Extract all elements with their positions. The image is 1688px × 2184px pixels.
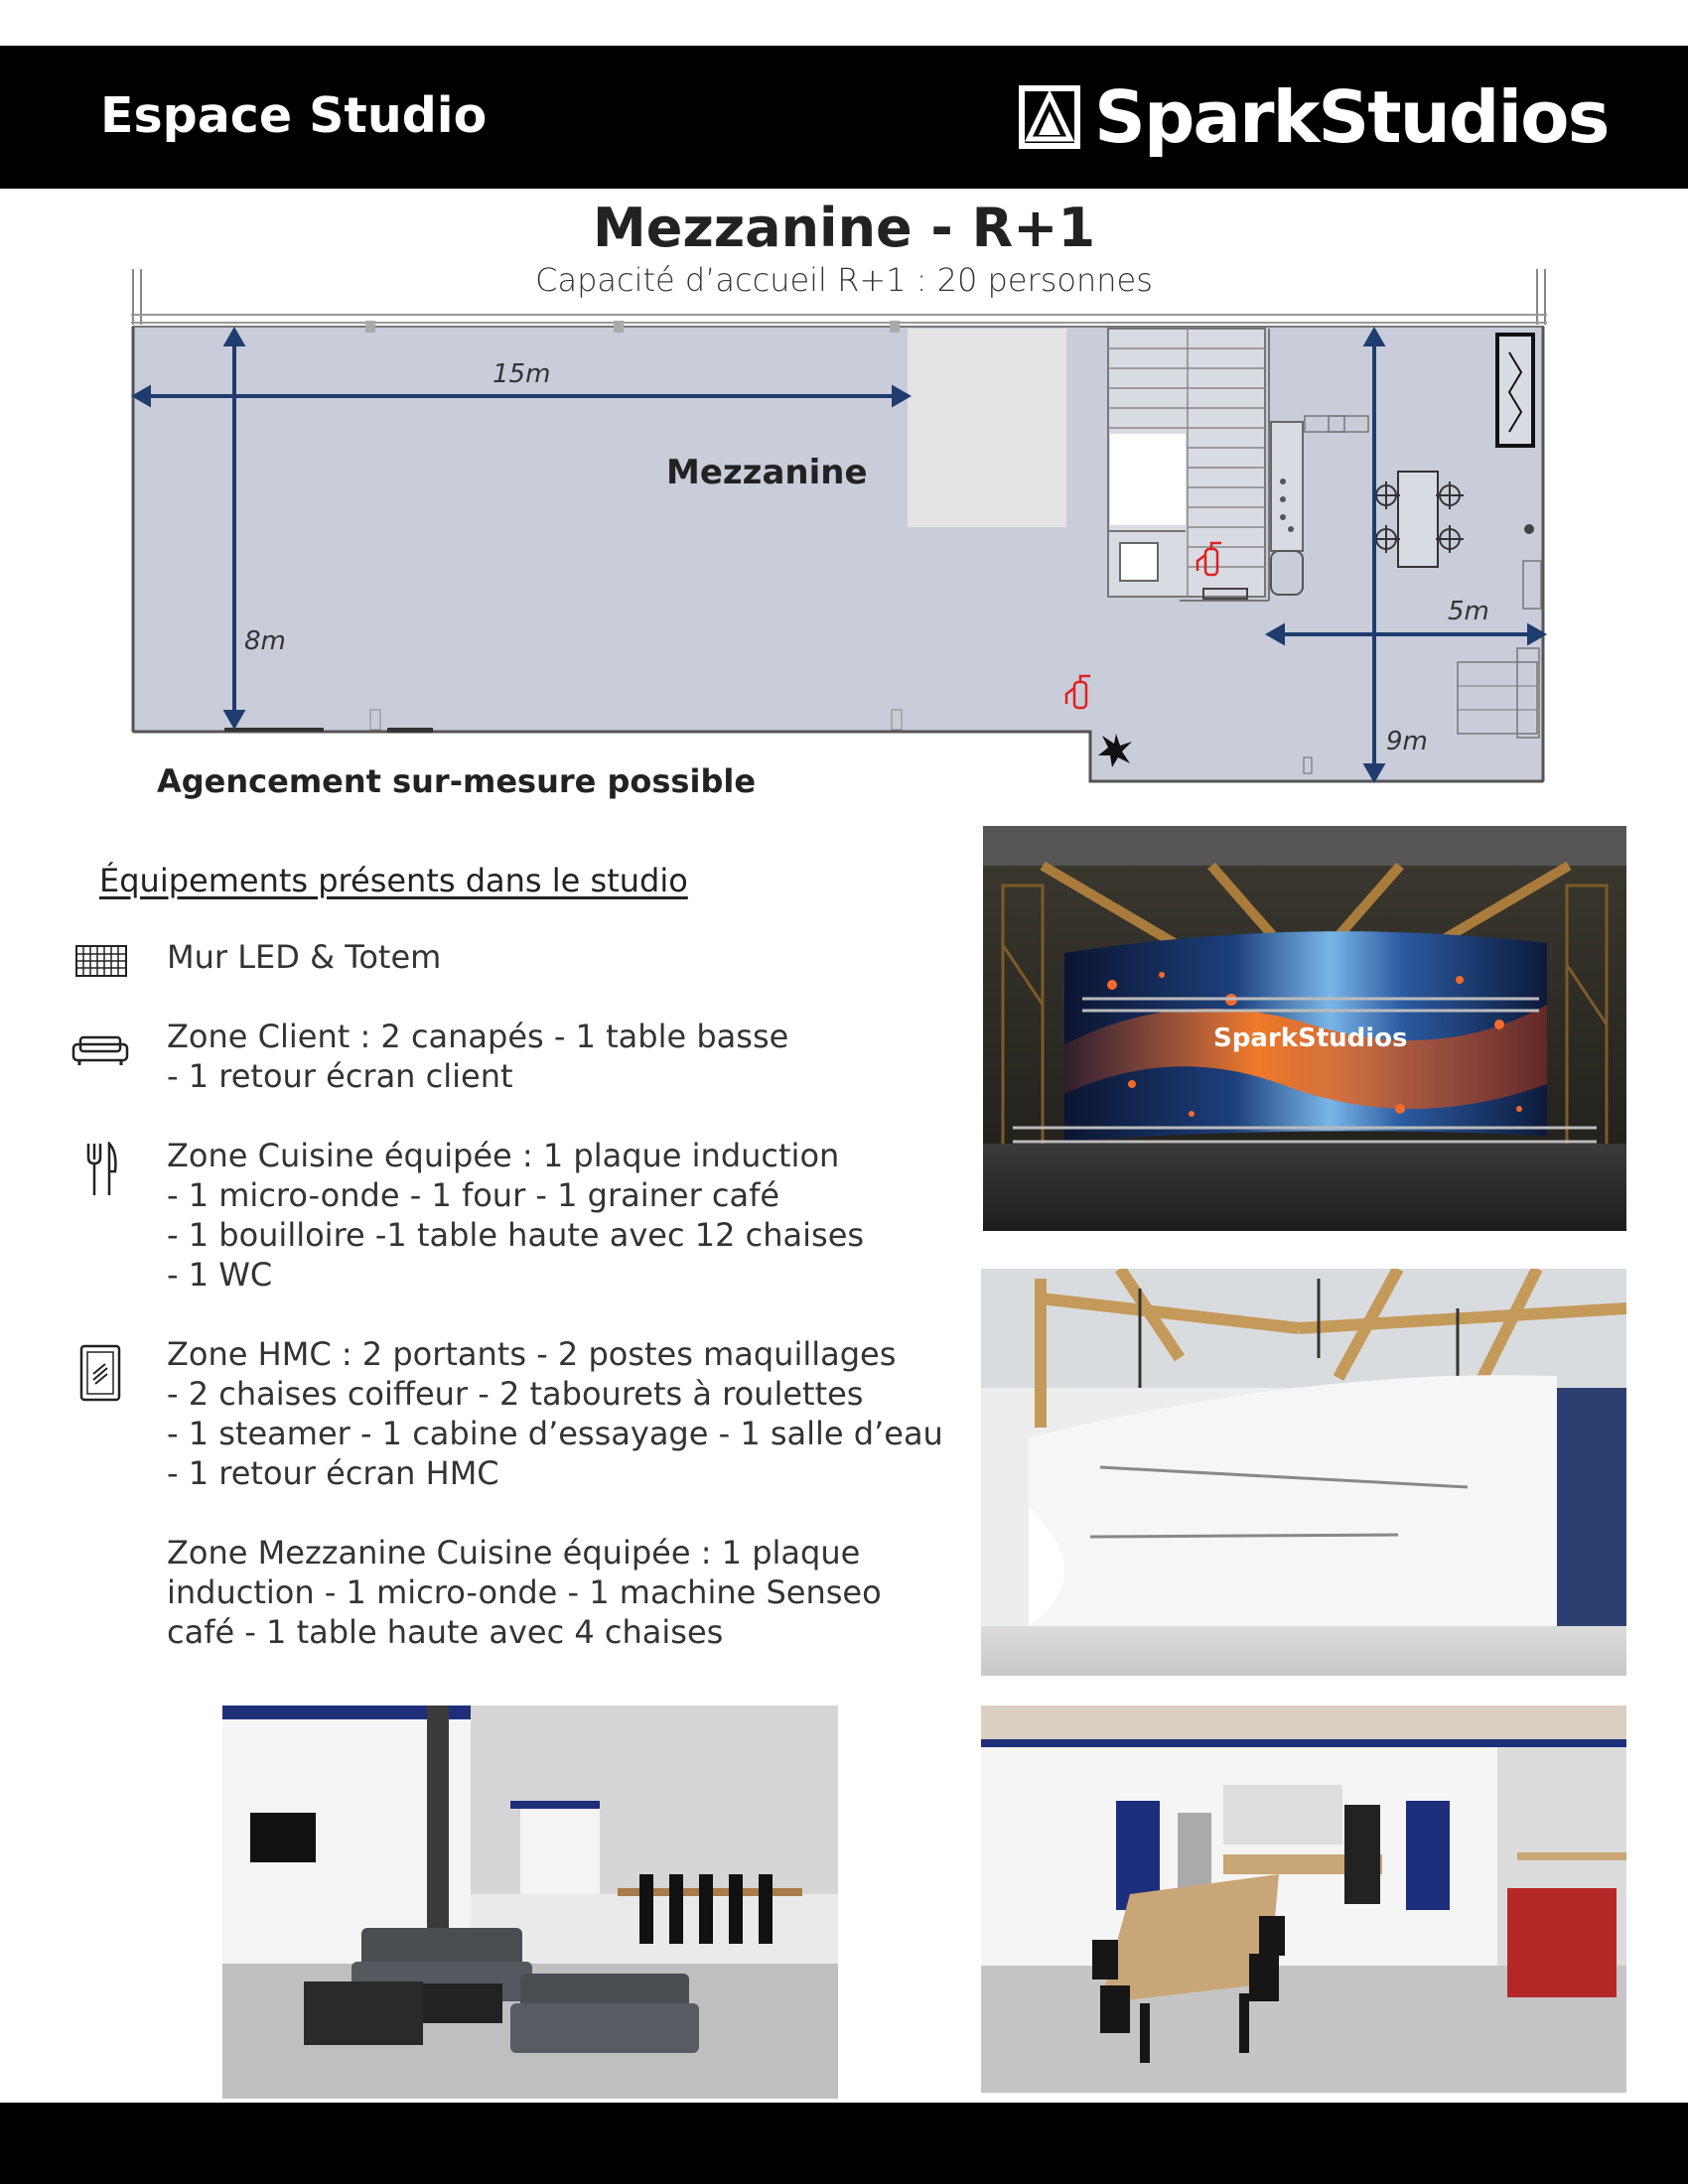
dimension-height-label: 8m <box>244 626 286 656</box>
plan-zone-label: Mezzanine <box>666 453 868 492</box>
footer-band <box>0 2103 1688 2184</box>
equipment-heading: Équipements présents dans le studio <box>99 862 688 899</box>
led-wall-brand: SparkStudios <box>1213 1024 1408 1053</box>
equipment-item-led: Mur LED & Totem <box>167 938 442 976</box>
capacity-text: Capacité d’accueil R+1 : 20 personnes <box>535 261 1153 299</box>
photo-kitchen <box>981 1706 1626 2093</box>
section-title: Espace Studio <box>100 87 488 144</box>
dimension-right-width-label: 5m <box>1448 597 1489 626</box>
photo-client-lounge <box>222 1706 838 2099</box>
brand-logo-icon <box>1019 85 1080 149</box>
dimension-width-label: 15m <box>492 359 551 389</box>
cutlery-icon <box>85 1142 119 1197</box>
mirror-icon <box>79 1344 121 1402</box>
floor-plan <box>127 263 1553 789</box>
led-wall-icon <box>75 945 127 977</box>
dimension-right-height-label: 9m <box>1386 727 1428 756</box>
floor-title: Mezzanine - R+1 <box>592 197 1096 259</box>
photo-cyclorama <box>981 1269 1626 1676</box>
brand-name: SparkStudios <box>1094 75 1609 159</box>
sofa-icon <box>71 1034 129 1066</box>
equipment-item-mezzanine-kitchen: Zone Mezzanine Cuisine équipée : 1 plaque induction - 1 micro-onde - 1 machine Senseo café - 1 table haute avec 4 chaises <box>167 1534 882 1651</box>
layout-note: Agencement sur-mesure possible <box>157 762 757 800</box>
photo-led-wall <box>983 826 1626 1231</box>
equipment-item-kitchen: Zone Cuisine équipée : 1 plaque induction - 1 micro-onde - 1 four - 1 grainer café - 1 bouilloire -1 table haute avec 12 chaises - 1 WC <box>167 1137 865 1294</box>
brand <box>1019 75 1608 159</box>
equipment-item-hmc: Zone HMC : 2 portants - 2 postes maquillages - 2 chaises coiffeur - 2 tabourets à roulettes - 1 steamer - 1 cabine d’essayage - 1 salle d’eau - 1 retour écran HMC <box>167 1335 943 1492</box>
equipment-item-client: Zone Client : 2 canapés - 1 table basse - 1 retour écran client <box>167 1018 789 1095</box>
